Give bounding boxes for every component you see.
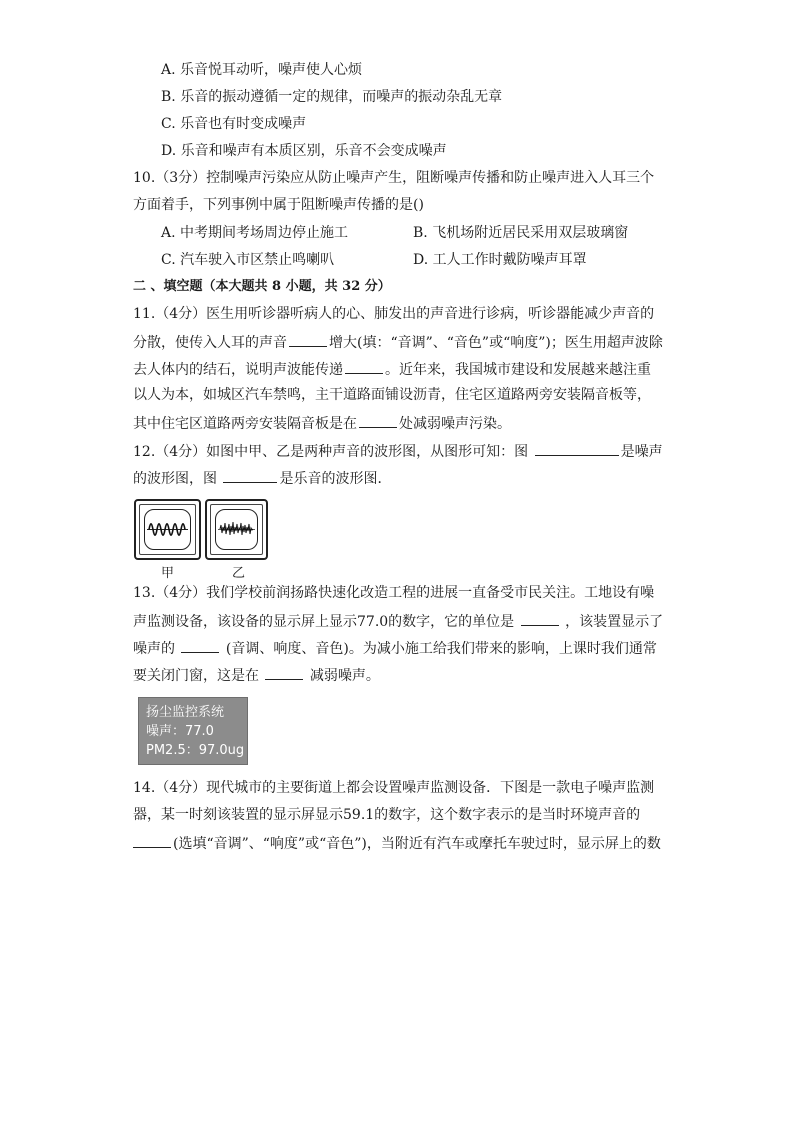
q13-line2 <box>133 611 663 631</box>
waveform-figure-yi <box>205 499 268 560</box>
q13-line3-a: 噪声的 <box>133 641 180 657</box>
q9-option-a: A. 乐音悦耳动听，噪声使人心烦 <box>161 62 363 78</box>
q10-option-b: B. 飞机场附近居民采用双层玻璃窗 <box>413 225 629 241</box>
q10-option-c: C. 汽车驶入市区禁止鸣喇叭 <box>161 252 335 268</box>
figure-label-yi: 乙 <box>232 566 246 581</box>
oscilloscope-screen <box>215 509 258 550</box>
answer-blank[interactable] <box>265 665 303 680</box>
answer-blank[interactable] <box>345 359 383 374</box>
monitor-noise-reading: 噪声：77.0 <box>146 724 214 739</box>
q10-stem-line2: 方面着手，下列事例中属于阻断噪声传播的是() <box>133 197 424 213</box>
figure-label-jia: 甲 <box>161 566 175 581</box>
q13-line4-a: 要关闭门窗，这是在 <box>133 668 264 684</box>
answer-blank[interactable] <box>359 413 397 428</box>
oscilloscope-screen <box>144 509 191 550</box>
q14-line3 <box>133 833 661 853</box>
q11-line5-a: 其中住宅区道路两旁安装隔音板是在 <box>133 416 357 432</box>
q13-line1: 13.（4分）我们学校前润扬路快速化改造工程的进展一直备受市民关注。工地设有噪 <box>133 585 655 601</box>
dust-monitor-display <box>138 697 248 765</box>
q11-line4: 以人为本，如城区汽车禁鸣，主干道路面铺设沥青，住宅区道路两旁安装隔音板等， <box>133 387 651 403</box>
answer-blank[interactable] <box>535 441 619 456</box>
q11-line2 <box>133 332 663 352</box>
q14-line2: 器，某一时刻该装置的显示屏显示59.1的数字，这个数字表示的是当时环境声音的 <box>133 807 641 823</box>
answer-blank[interactable] <box>181 638 219 653</box>
q11-line2-a: 分散，使传入人耳的声音 <box>133 335 287 351</box>
q9-option-c: C. 乐音也有时变成噪声 <box>161 116 307 132</box>
q13-line2-a: 声监测设备，该设备的显示屏上显示77.0的数字，它的单位是 <box>133 614 519 630</box>
q11-line5 <box>133 413 511 433</box>
q12-line2-b: 是乐音的波形图． <box>279 471 392 487</box>
answer-blank[interactable] <box>521 611 559 626</box>
q11-line3-a: 去人体内的结石，说明声波能传递 <box>133 362 343 378</box>
monitor-title: 扬尘监控系统 <box>146 705 225 720</box>
q11-line3-b: 。近年来，我国城市建设和发展越来越注重 <box>385 362 651 378</box>
answer-blank[interactable] <box>133 833 171 848</box>
answer-blank[interactable] <box>289 332 327 347</box>
q13-line4 <box>133 665 380 685</box>
q11-line1: 11.（4分）医生用听诊器听病人的心、肺发出的声音进行诊病，听诊器能减少声音的 <box>133 306 655 322</box>
section-heading: 二 、填空题（本大题共 8 小题，共 32 分） <box>133 279 391 294</box>
monitor-pm25-reading: PM2.5：97.0ug <box>146 743 245 758</box>
q12-line1-b: 是噪声 <box>620 444 663 460</box>
q11-line3 <box>133 359 651 379</box>
noise-wave-icon <box>216 510 257 549</box>
q12-line1-a: 12.（4分）如图中甲、乙是两种声音的波形图，从图形可知：图 <box>133 444 533 460</box>
q9-option-b: B. 乐音的振动遵循一定的规律，而噪声的振动杂乱无章 <box>161 89 503 105</box>
q11-line5-b: 处减弱噪声污染。 <box>399 416 511 432</box>
q10-stem-line1: 10.（3分）控制噪声污染应从防止噪声产生，阻断噪声传播和防止噪声进入人耳三个 <box>133 170 655 186</box>
q10-option-a: A. 中考期间考场周边停止施工 <box>161 225 349 241</box>
q12-line2-a: 的波形图，图 <box>133 471 222 487</box>
q10-option-d: D. 工人工作时戴防噪声耳罩 <box>413 252 587 268</box>
sine-wave-icon <box>145 510 190 549</box>
q14-line3-b: (选填“音调”、“响度”或“音色”)，当附近有汽车或摩托车驶过时，显示屏上的数 <box>173 836 661 852</box>
q13-line3 <box>133 638 657 658</box>
q12-line1 <box>133 441 663 461</box>
q14-line1: 14.（4分）现代城市的主要街道上都会设置噪声监测设备．下图是一款电子噪声监测 <box>133 780 655 796</box>
q13-line4-b: 减弱噪声。 <box>305 668 380 684</box>
q11-line2-b: 增大(填：“音调”、“音色”或“响度”)；医生用超声波除 <box>329 335 663 351</box>
q12-line2 <box>133 468 391 488</box>
q9-option-d: D. 乐音和噪声有本质区别，乐音不会变成噪声 <box>161 143 447 159</box>
answer-blank[interactable] <box>223 468 277 483</box>
waveform-figure-jia <box>134 499 201 560</box>
q13-line2-b: ，该装置显示了 <box>560 614 664 630</box>
q13-line3-b: (音调、响度、音色)。为减小施工给我们带来的影响，上课时我们通常 <box>221 641 657 657</box>
